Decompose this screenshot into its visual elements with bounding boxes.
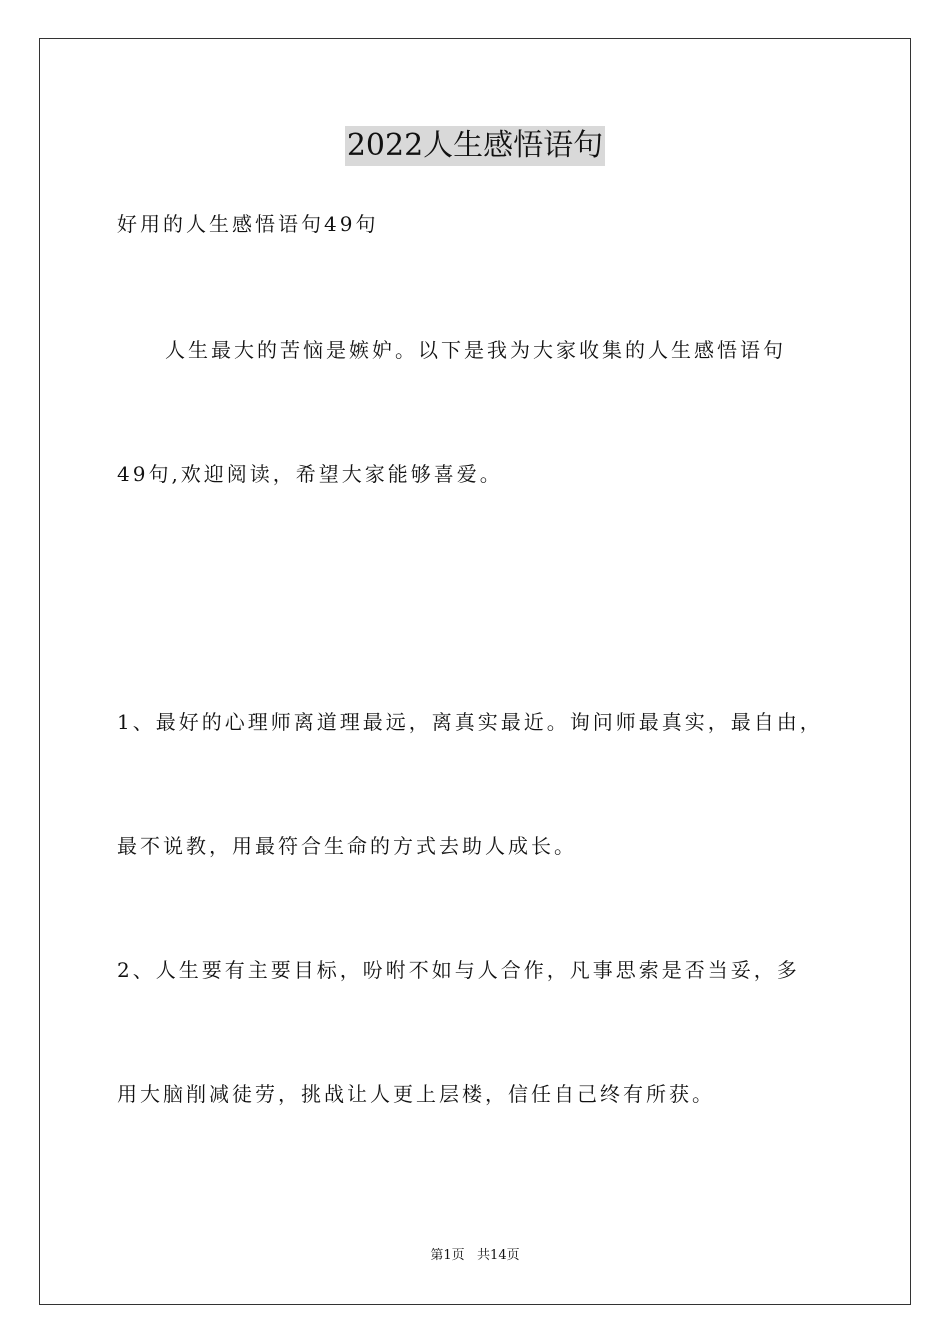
list-item-2-line-1: 2、人生要有主要目标，吩咐不如与人合作，凡事思索是否当妥，多 — [117, 958, 800, 982]
list-item-1-line-1: 1、最好的心理师离道理最远，离真实最近。询问师最真实，最自由， — [117, 710, 823, 734]
document-title-block — [0, 126, 950, 166]
intro-paragraph-line-1: 人生最大的苦恼是嫉妒。以下是我为大家收集的人生感悟语句 — [165, 338, 786, 362]
intro-paragraph-line-2: 49句,欢迎阅读，希望大家能够喜爱。 — [117, 462, 503, 486]
page-footer: 第1页 共14页 — [430, 1248, 520, 1263]
document-title: 2022人生感悟语句 — [345, 126, 605, 166]
list-item-2-line-2: 用大脑削减徒劳，挑战让人更上层楼，信任自己终有所获。 — [117, 1082, 715, 1106]
list-item-1-line-2: 最不说教，用最符合生命的方式去助人成长。 — [117, 834, 577, 858]
subtitle: 好用的人生感悟语句49句 — [117, 212, 379, 236]
